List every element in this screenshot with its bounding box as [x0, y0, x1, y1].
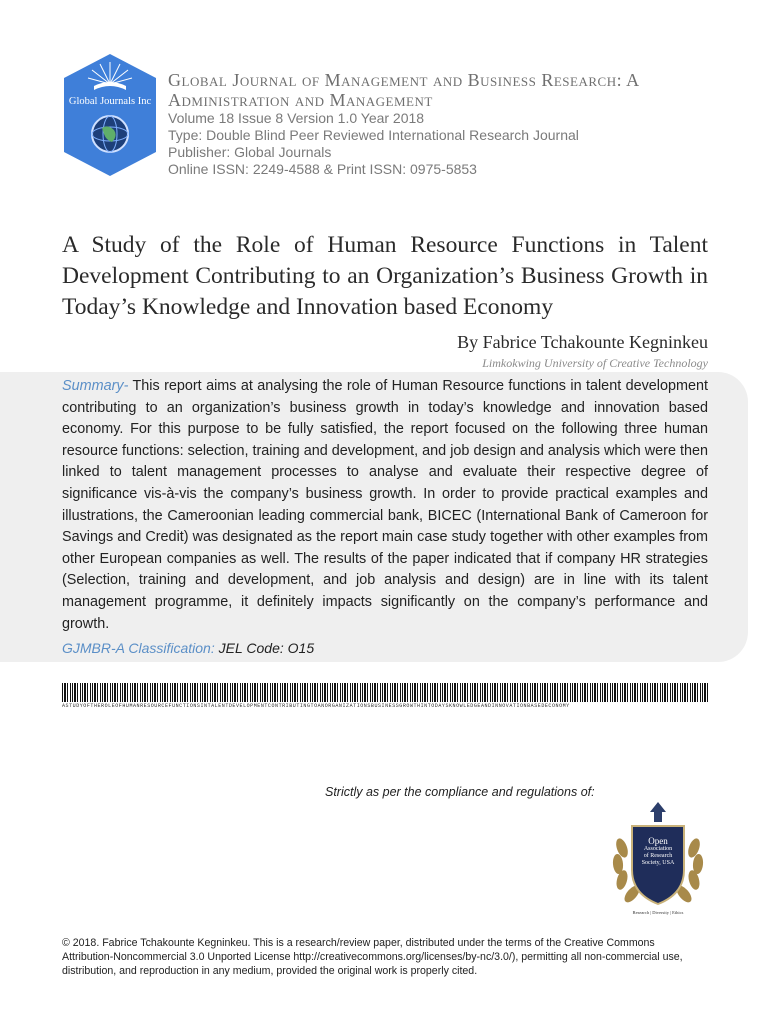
seal-motto: Research | Diversity | Ethics — [632, 910, 684, 915]
title-barcode — [62, 683, 708, 702]
compliance-note: Strictly as per the compliance and regulations of: — [325, 785, 595, 799]
journal-type: Type: Double Blind Peer Reviewed International Research Journal — [168, 127, 579, 143]
logo-text: Global Journals Inc — [68, 96, 152, 107]
classification — [62, 640, 314, 656]
seal-line4: Society, USA — [641, 860, 675, 866]
copyright-notice: © 2018. Fabrice Tchakounte Kegninkeu. This is a research/review paper, distributed under the terms of the Creative Commons Attribution-Noncommercial 3.0 Unported License http://creativecommons.org/licenses/by-nc/3.0/), permitting all non-commercial use, distribution, and reproduction in any medium, provided the original work is properly cited. — [62, 937, 683, 977]
seal-line3: of Research — [643, 853, 673, 859]
open-association-seal — [608, 798, 708, 920]
seal-text — [634, 836, 682, 867]
global-journals-logo — [64, 54, 156, 176]
journal-publisher: Publisher: Global Journals — [168, 144, 332, 160]
journal-info — [168, 70, 728, 178]
author-affiliation: Limkokwing University of Creative Technology — [482, 356, 708, 370]
barcode-caption: ASTUDYOFTHEROLEOFHUMANRESOURCEFUNCTIONSINTALENTDEVELOPMENTCONTRIBUTINGTOANORGANIZATIONSBUSINESSGROWTHINTODAYSKNOWLEDGEANDINNOVATIONBASEDECONOMY — [62, 703, 570, 709]
seal-line1: Open — [648, 836, 668, 846]
author-name: By Fabrice Tchakounte Kegninkeu — [457, 332, 708, 352]
classification-label: GJMBR-A Classification: — [62, 640, 215, 656]
journal-issn: Online ISSN: 2249-4588 & Print ISSN: 0975-5853 — [168, 161, 477, 177]
journal-title-line2: Administration and Management — [168, 90, 433, 110]
summary-text: This report aims at analysing the role of Human Resource functions in talent development contributing to an organization’s business growth in today’s knowledge and innovation based economy. For this purpose to be fully satisfied, the report focused on the following three human resource functions: selection, training and development, and job design and analysis which were then linked to talent management processes to analyse and evaluate their respective degree of significance vis-à-vis the company’s business growth. In order to provide practical examples and illustrations, the Cameroonian leading commercial bank, BICEC (International Bank of Cameroon for Savings and Credit) was designated as the report main case study together with other examples from other European companies as well. The results of the paper indicated that if company HR strategies (Selection, training and development, and job analysis and design) are in line with its talent management programme, it definitely impacts significantly on the company’s performance and growth. — [62, 378, 708, 632]
journal-title-line1: Global Journal of Management and Business Research: A — [168, 70, 640, 90]
journal-volume: Volume 18 Issue 8 Version 1.0 Year 2018 — [168, 110, 425, 126]
paper-title: A Study of the Role of Human Resource Functions in Talent Development Contributing to an Organization’s Business Growth in Today’s Knowledge and Innovation based Economy — [62, 232, 708, 320]
classification-value: JEL Code: O15 — [214, 640, 315, 656]
summary-label: Summary- — [62, 378, 129, 394]
seal-line2: Association — [643, 846, 673, 852]
summary-paragraph — [62, 376, 708, 635]
